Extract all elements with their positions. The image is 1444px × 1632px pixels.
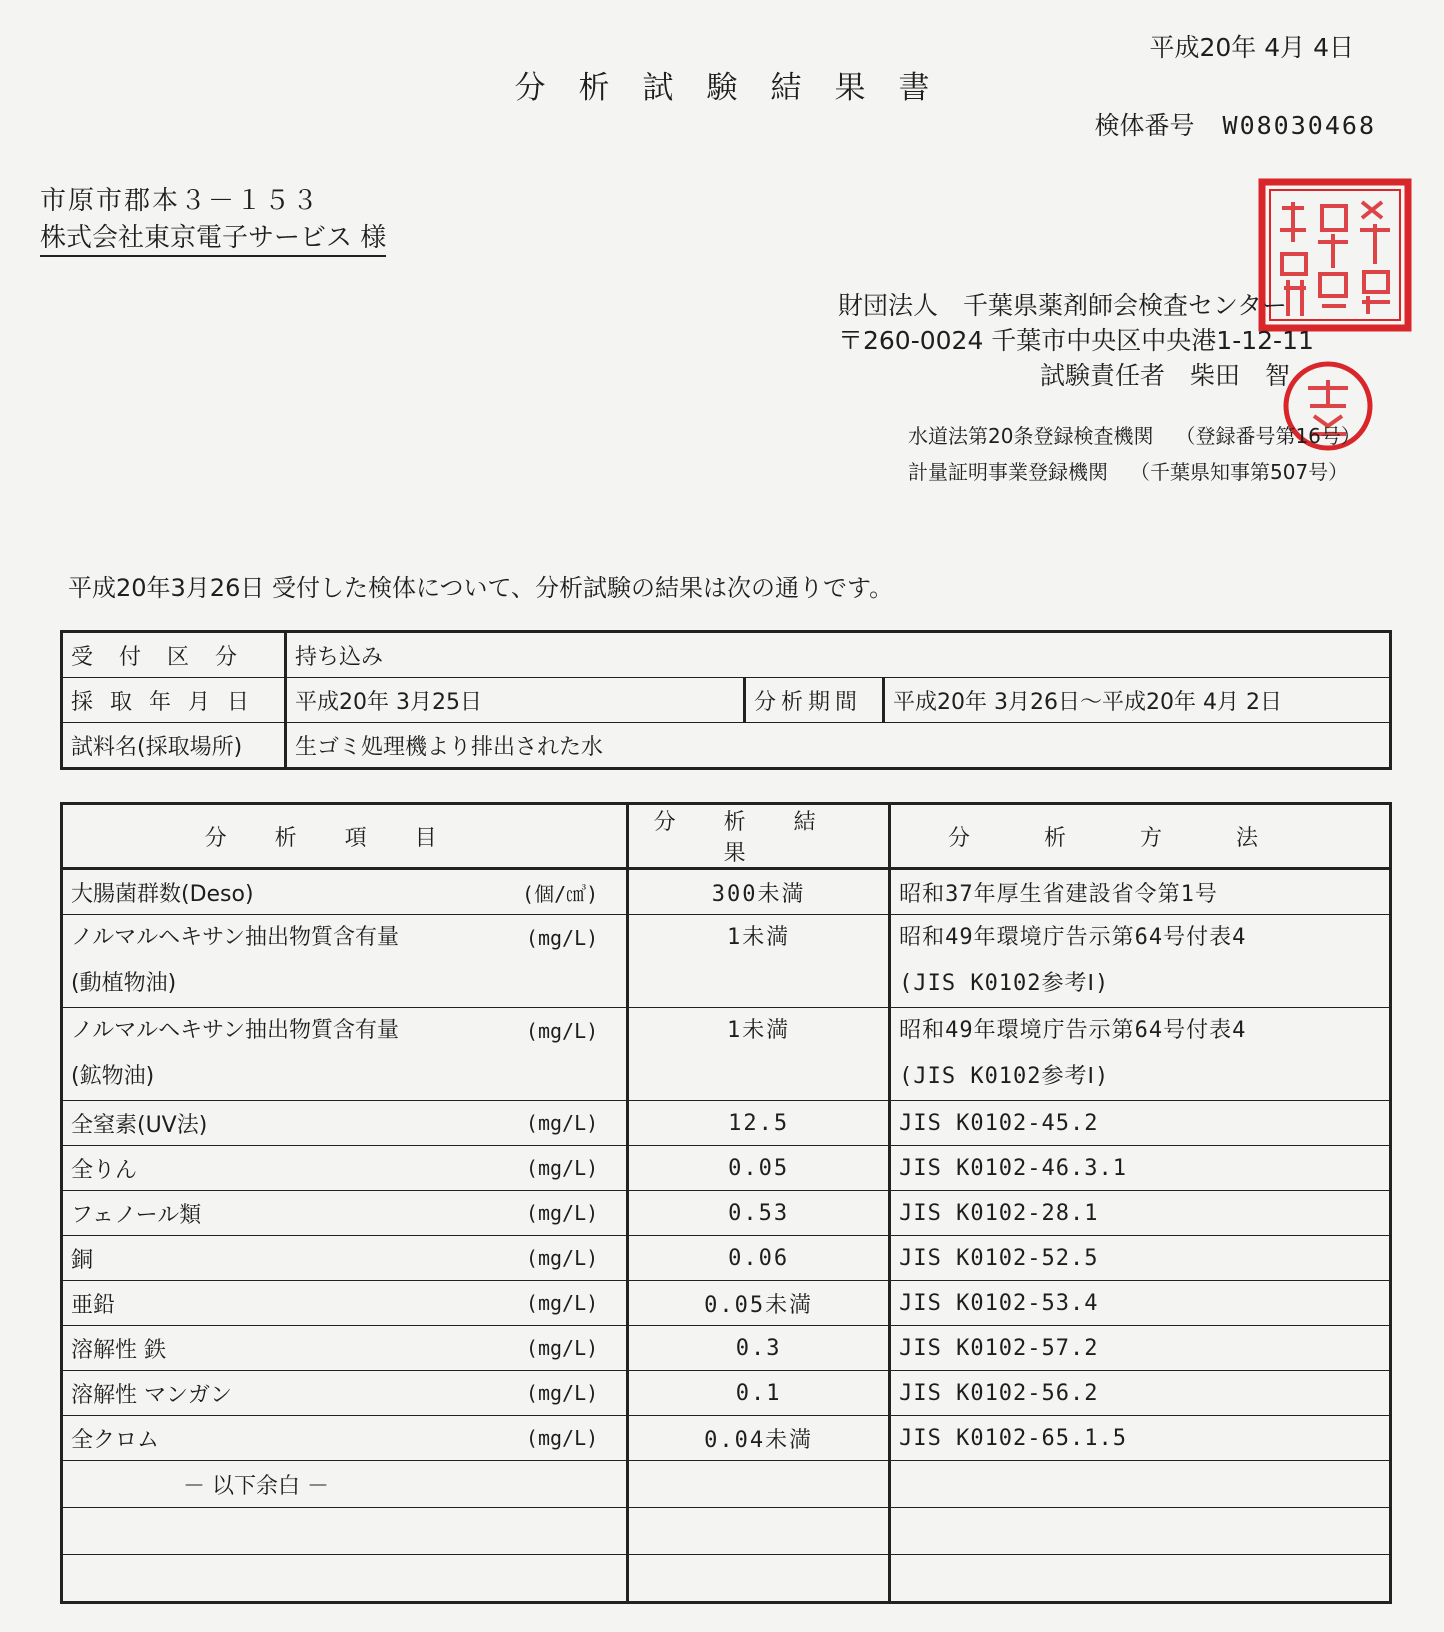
- analysis-method: JIS K0102-65.1.5: [899, 1425, 1128, 1451]
- analysis-item: ノルマルヘキサン抽出物質含有量: [71, 1018, 400, 1043]
- specimen-label: 検体番号: [1094, 111, 1195, 140]
- specimen-number: [1095, 106, 1376, 142]
- table-row: [62, 1146, 1391, 1191]
- table-row: [62, 632, 1391, 678]
- analysis-item-cell: [62, 1281, 628, 1326]
- analysis-result: 0.53: [628, 1191, 890, 1236]
- issuer-person: 試験責任者 柴田 智: [1040, 361, 1291, 390]
- reception-value: 持ち込み: [286, 632, 1391, 678]
- analysis-item-cell: [62, 869, 628, 915]
- unit: (mg/L): [525, 1111, 599, 1135]
- table-row: [62, 1191, 1391, 1236]
- unit: (mg/L): [525, 1381, 599, 1405]
- analysis-result: 0.05未満: [628, 1281, 890, 1326]
- analysis-item: 全クロム: [71, 1427, 160, 1453]
- analysis-result: 0.1: [628, 1371, 890, 1416]
- registration-number: （登録番号第16号）: [1175, 424, 1361, 448]
- analysis-result: 300未満: [628, 869, 890, 915]
- analysis-method-cell: [890, 1326, 1391, 1371]
- table-row: [62, 1371, 1391, 1416]
- table-header-row: [62, 804, 1391, 869]
- analysis-item: 全りん: [71, 1157, 138, 1183]
- unit: (mg/L): [525, 1246, 599, 1270]
- analysis-result: 12.5: [628, 1101, 890, 1146]
- analysis-method: JIS K0102-28.1: [899, 1200, 1099, 1226]
- document-title: 分析試験結果書: [514, 70, 963, 106]
- intro-text: 平成20年3月26日 受付した検体について、分析試験の結果は次の通りです。: [68, 574, 894, 602]
- table-row: [62, 1461, 1391, 1508]
- table-row: [62, 1101, 1391, 1146]
- header-item: 分析項目: [62, 804, 628, 869]
- analysis-item-note: (鉱物油): [71, 1064, 155, 1089]
- analysis-item: 銅: [71, 1247, 94, 1273]
- table-row: [62, 915, 1391, 1008]
- analysis-method: JIS K0102-52.5: [899, 1245, 1099, 1271]
- addressee-address: 市原市郡本３－１５３: [40, 186, 321, 216]
- registration-label: 計量証明事業登録機関: [908, 460, 1108, 484]
- analysis-item-note: (動植物油): [71, 971, 177, 996]
- analysis-method-cell: [890, 869, 1391, 915]
- analysis-item-cell: [62, 1416, 628, 1461]
- table-row: [62, 1555, 1391, 1603]
- analysis-method-note: (JIS K0102参考Ⅰ): [899, 1064, 1110, 1089]
- results-table: [60, 802, 1392, 1604]
- analysis-item-cell: [62, 915, 628, 1008]
- analysis-method: JIS K0102-53.4: [899, 1290, 1099, 1316]
- analysis-method-cell: [890, 1371, 1391, 1416]
- unit: (mg/L): [525, 1336, 599, 1360]
- analysis-item-cell: [62, 1326, 628, 1371]
- analysis-result: 1未満: [628, 1008, 890, 1101]
- table-row: [62, 1508, 1391, 1555]
- analysis-method: JIS K0102-45.2: [899, 1110, 1099, 1136]
- analysis-method: JIS K0102-56.2: [899, 1380, 1099, 1406]
- analysis-item: 亜鉛: [71, 1292, 116, 1318]
- analysis-method-cell: [890, 1191, 1391, 1236]
- sampling-date-value: 平成20年 3月25日: [286, 678, 745, 723]
- table-row: [62, 1236, 1391, 1281]
- ending-note: － 以下余白 －: [62, 1461, 628, 1508]
- analysis-method-cell: [890, 1416, 1391, 1461]
- analysis-item-cell: [62, 1191, 628, 1236]
- analysis-method-cell: [890, 1281, 1391, 1326]
- analysis-method-cell: [890, 1008, 1391, 1101]
- unit: (mg/L): [525, 1426, 599, 1450]
- analysis-method-note: (JIS K0102参考Ⅰ): [899, 971, 1110, 996]
- sample-info-table: [60, 630, 1392, 770]
- issuer-address: 〒260-0024 千葉市中央区中央港1-12-11: [838, 326, 1314, 355]
- analysis-item: フェノール類: [71, 1202, 202, 1228]
- addressee-name: 株式会社東京電子サービス 様: [40, 217, 386, 257]
- analysis-item-cell: [62, 1371, 628, 1416]
- header-result: 分析結果: [628, 804, 890, 869]
- analysis-method: JIS K0102-46.3.1: [899, 1155, 1128, 1181]
- analysis-result: 0.05: [628, 1146, 890, 1191]
- table-row: [62, 678, 1391, 723]
- table-row: [62, 1008, 1391, 1101]
- analysis-item-cell: [62, 1146, 628, 1191]
- analysis-item: 溶解性 マンガン: [71, 1382, 232, 1408]
- analysis-item-cell: [62, 1101, 628, 1146]
- issuer-organization: 財団法人 千葉県薬剤師会検査センター: [838, 291, 1288, 320]
- unit: (個/㎤): [522, 881, 599, 906]
- analysis-result: 0.04未満: [628, 1416, 890, 1461]
- sample-name-label: 試料名(採取場所): [62, 723, 286, 769]
- specimen-value: W08030468: [1222, 111, 1376, 140]
- header-method: 分析方法: [890, 804, 1391, 869]
- analysis-method: JIS K0102-57.2: [899, 1335, 1099, 1361]
- unit: (mg/L): [525, 1291, 599, 1315]
- sampling-date-label: 採取年月日: [62, 678, 286, 723]
- table-row: [62, 869, 1391, 915]
- analysis-item: 大腸菌群数(Deso): [71, 881, 254, 907]
- analysis-period-label: 分析期間: [745, 678, 884, 723]
- table-row: [62, 1281, 1391, 1326]
- unit: (mg/L): [525, 1201, 599, 1225]
- issue-date: 平成20年 4月 4日: [1149, 33, 1354, 62]
- analysis-method-cell: [890, 1101, 1391, 1146]
- sample-name-value: 生ゴミ処理機より排出された水: [286, 723, 1391, 769]
- reception-label: 受付区分: [62, 632, 286, 678]
- table-row: [62, 1326, 1391, 1371]
- registration-label: 水道法第20条登録検査機関: [908, 424, 1154, 448]
- analysis-method: 昭和49年環境庁告示第64号付表4: [899, 1018, 1247, 1043]
- analysis-item-cell: [62, 1008, 628, 1101]
- analysis-method-cell: [890, 915, 1391, 1008]
- analysis-method: 昭和37年厚生省建設省令第1号: [899, 881, 1218, 907]
- table-row: [62, 1416, 1391, 1461]
- analysis-result: 0.06: [628, 1236, 890, 1281]
- analysis-method-cell: [890, 1146, 1391, 1191]
- unit: (mg/L): [525, 926, 599, 950]
- unit: (mg/L): [525, 1019, 599, 1043]
- table-row: [62, 723, 1391, 769]
- analysis-result: 1未満: [628, 915, 890, 1008]
- registration-line: [908, 420, 1361, 449]
- analysis-item: 溶解性 鉄: [71, 1337, 166, 1363]
- registration-line: [908, 456, 1348, 485]
- analysis-method-cell: [890, 1236, 1391, 1281]
- registration-number: （千葉県知事第507号）: [1130, 460, 1349, 484]
- analysis-period-value: 平成20年 3月26日～平成20年 4月 2日: [884, 678, 1391, 723]
- unit: (mg/L): [525, 1156, 599, 1180]
- analysis-method: 昭和49年環境庁告示第64号付表4: [899, 925, 1247, 950]
- analysis-result: 0.3: [628, 1326, 890, 1371]
- analysis-item: 全窒素(UV法): [71, 1112, 208, 1138]
- analysis-item-cell: [62, 1236, 628, 1281]
- analysis-item: ノルマルヘキサン抽出物質含有量: [71, 925, 400, 950]
